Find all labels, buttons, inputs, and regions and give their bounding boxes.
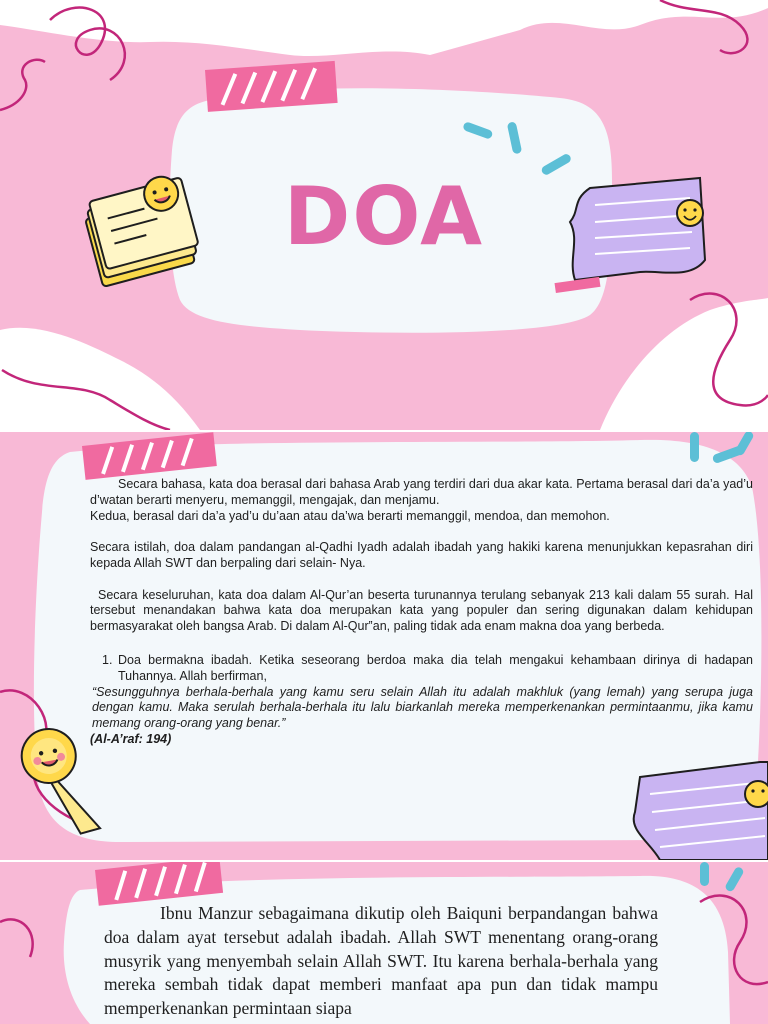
paragraph-kedua: Kedua, berasal dari da’a yad’u du’aan atau da’wa berarti memanggil, mendoa, dan memohon.: [90, 508, 610, 523]
list-number: 1.: [102, 652, 113, 667]
paragraph-istilah: Secara istilah, doa dalam pandangan al-Qadhi Iyadh adalah ibadah yang hakiki karena menunjukkan kepasrahan diri kepada Allah SWT dan berpaling dari selain- Nya.: [90, 540, 753, 570]
quran-quote: “Sesungguhnya berhala-berhala yang kamu seru selain Allah itu adalah makhluk (yang lemah) yang serupa juga dengan kamu. Maka serulah berhala-berhala itu lalu biarkanlah mereka memperkenankan permintaanmu, jika kamu memang orang-orang yang benar.”: [92, 684, 753, 731]
lavender-note-paper: [634, 762, 768, 860]
slide-title: [0, 0, 768, 430]
teal-sparkle-icon: [700, 862, 745, 893]
list-item-text: Doa bermakna ibadah. Ketika seseorang berdoa maka dia telah mengakui kehambaan dirinya di hadapan Tuhannya. Allah berfirman,: [118, 652, 753, 683]
page-title: DOA: [283, 170, 485, 263]
list-item: [90, 653, 753, 685]
pink-squiggle-line: [0, 60, 45, 110]
definition-text: [90, 477, 753, 748]
ibadah-text: [104, 902, 658, 1021]
paragraph-keseluruhan: Secara keseluruhan, kata doa dalam Al-Qur’an beserta turunannya terulang sebanyak 213 kali dalam 55 surah. Hal tersebut menandakan bahwa kata doa merupakan kata yang populer dan sering digunakan dalam kehidupan bermasyarakat oleh bangsa Arab. Di dalam Al-Qur‟an, paling tidak ada enam makna doa yang berbeda.: [90, 587, 753, 634]
paragraph-bahasa: Secara bahasa, kata doa berasal dari bahasa Arab yang terdiri dari dua akar kata. Pertama berasal dari da’a yad’u d’watan berarti menyeru, memanggil, mengajak, dan menjamu.: [90, 477, 753, 507]
paragraph-ibnu-manzur: Ibnu Manzur sebagaimana dikutip oleh Baiquni berpandangan bahwa doa dalam ayat tersebut adalah ibadah. Allah SWT menentang orang-orang musyrik yang menyembah selain Allah SWT. Itu karena berhala-berhala yang mereka sembah tidak dapat memberi manfaat apa pun dan tidak mampu memperkenankan permintaan siapa: [104, 903, 658, 1019]
slide-definition: [0, 432, 768, 860]
slide-ibadah: [0, 862, 768, 1024]
quote-source: (Al-A’raf: 194): [90, 731, 172, 746]
